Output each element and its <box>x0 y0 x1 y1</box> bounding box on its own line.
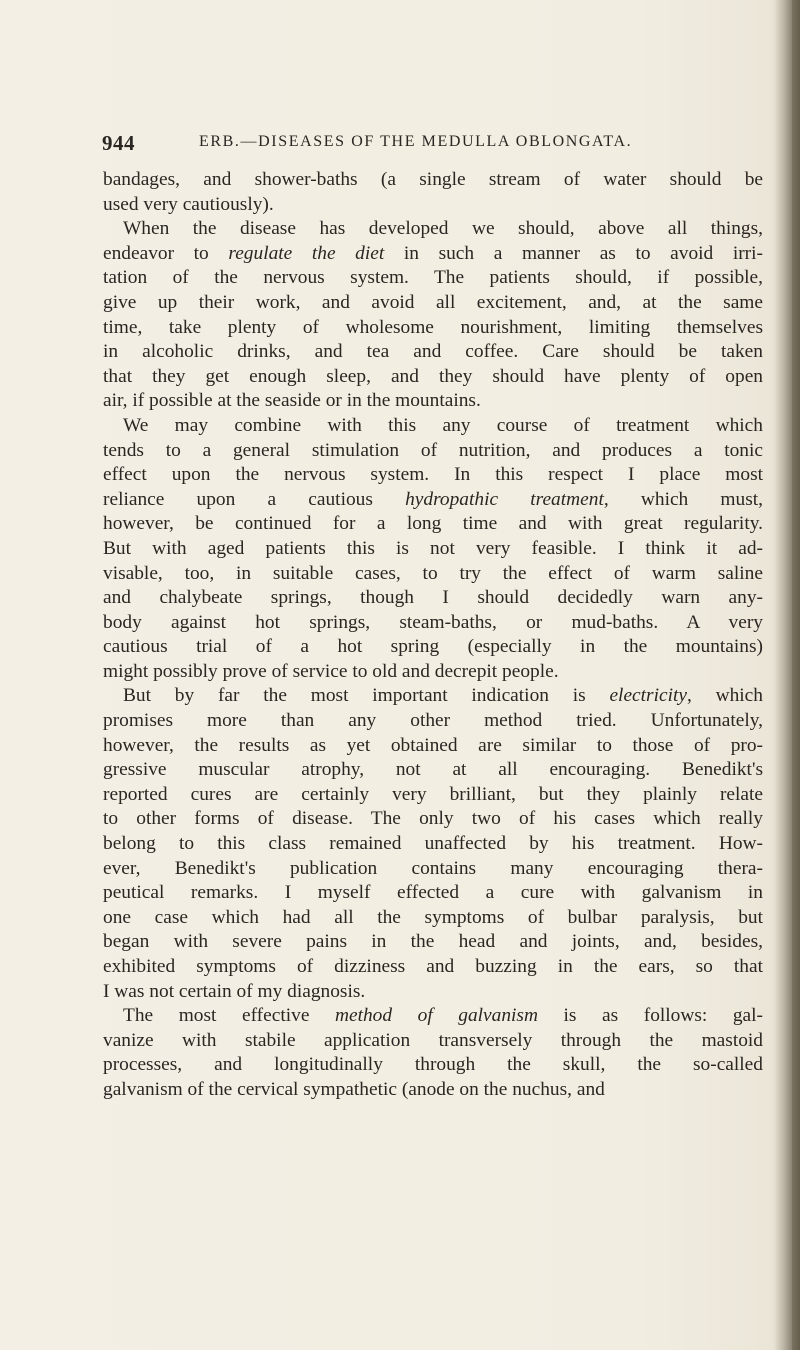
text-line <box>103 930 763 955</box>
text-segment: tends to a general stimulation of nutrition, and produces a tonic <box>103 439 763 461</box>
text-segment: body against hot springs, steam-baths, or mud-baths. A very <box>103 611 763 633</box>
text-segment: that they get enough sleep, and they should have plenty of open <box>103 365 763 387</box>
italic-phrase: regulate the diet <box>228 242 385 264</box>
italic-phrase: electricity <box>609 685 687 707</box>
text-line <box>103 586 763 611</box>
text-line <box>103 217 763 242</box>
text-segment: , which must, <box>603 488 763 510</box>
text-segment: in alcoholic drinks, and tea and coffee. Care should be taken <box>103 341 763 363</box>
text-segment: visable, too, in suitable cases, to try the effect of warm saline <box>103 562 763 584</box>
text-line <box>103 414 763 439</box>
text-segment: peutical remarks. I myself effected a cure with galvanism in <box>103 882 763 904</box>
text-segment: , which <box>686 685 763 707</box>
text-line <box>103 709 763 734</box>
text-segment: belong to this class remained unaffected by his treatment. How- <box>103 833 763 855</box>
text-line <box>103 783 763 808</box>
text-segment: cautious trial of a hot spring (especially in the mountains) <box>103 636 763 658</box>
text-segment: vanize with stabile application transversely through the mastoid <box>103 1029 763 1051</box>
text-line <box>103 242 763 267</box>
text-segment: tation of the nervous system. The patients should, if possible, <box>103 267 763 289</box>
running-head: ERB.—DISEASES OF THE MEDULLA OBLONGATA. <box>199 133 633 150</box>
text-segment: bandages, and shower-baths (a single stream of water should be <box>103 169 763 190</box>
text-segment: is as follows: gal- <box>537 1005 763 1027</box>
italic-phrase: method of galvanism <box>334 1005 538 1027</box>
text-line <box>103 832 763 857</box>
text-line <box>103 488 763 513</box>
text-segment: reliance upon a cautious <box>103 488 406 510</box>
text-line <box>103 684 763 709</box>
text-segment: effect upon the nervous system. In this respect I place most <box>103 464 763 486</box>
text-segment: exhibited symptoms of dizziness and buzzing in the ears, so that <box>103 956 763 977</box>
text-segment: in such a manner as to avoid irri- <box>384 242 763 264</box>
text-line <box>103 291 763 316</box>
text-line <box>103 537 763 562</box>
text-line <box>103 1029 763 1054</box>
text-line <box>103 193 763 218</box>
text-line <box>103 611 763 636</box>
text-line <box>103 266 763 291</box>
page-header <box>102 131 762 161</box>
text-line <box>103 881 763 906</box>
text-line <box>103 365 763 390</box>
text-line <box>103 906 763 931</box>
text-segment: however, be continued for a long time and with great regularity. <box>103 513 763 535</box>
text-line <box>103 316 763 341</box>
text-line <box>103 463 763 488</box>
text-line <box>103 758 763 783</box>
text-line <box>103 1053 763 1078</box>
text-line <box>103 168 763 193</box>
text-line <box>103 439 763 464</box>
text-segment: might possibly prove of service to old and decrepit people. <box>103 660 559 682</box>
text-segment: I was not certain of my diagnosis. <box>103 980 366 1002</box>
text-segment: one case which had all the symptoms of bulbar paralysis, but <box>103 906 763 928</box>
text-segment: reported cures are certainly very brilliant, but they plainly relate <box>103 783 763 805</box>
text-segment: began with severe pains in the head and joints, and, besides, <box>103 931 763 953</box>
text-segment: But with aged patients this is not very feasible. I think it ad- <box>103 537 763 559</box>
text-segment: But by far the most important indication is <box>123 685 610 707</box>
text-segment: When the disease has developed we should, above all things, <box>123 218 763 240</box>
text-segment: air, if possible at the seaside or in the mountains. <box>103 390 481 412</box>
text-segment: galvanism of the cervical sympathetic (anode on the nuchus, and <box>103 1078 605 1100</box>
text-segment: The most effective <box>123 1005 335 1027</box>
text-segment: promises more than any other method tried. Unfortunately, <box>103 710 763 732</box>
text-line <box>103 955 763 980</box>
page-number: 944 <box>102 131 135 155</box>
text-segment: used very cautiously). <box>103 193 274 215</box>
italic-phrase: hydropathic treatment <box>405 488 604 510</box>
body-text <box>103 168 763 1103</box>
text-line <box>103 857 763 882</box>
text-segment: time, take plenty of wholesome nourishment, limiting themselves <box>103 316 763 338</box>
text-segment: to other forms of disease. The only two of his cases which really <box>103 808 763 830</box>
text-segment: endeavor to <box>103 242 229 264</box>
text-line <box>103 1004 763 1029</box>
text-line <box>103 635 763 660</box>
text-line <box>103 340 763 365</box>
text-segment: gressive muscular atrophy, not at all encouraging. Benedikt's <box>103 759 763 781</box>
text-segment: processes, and longitudinally through the skull, the so-called <box>103 1054 763 1076</box>
text-line <box>103 807 763 832</box>
text-line <box>103 562 763 587</box>
page-edge <box>792 0 800 1350</box>
text-line <box>103 1078 763 1103</box>
text-segment: give up their work, and avoid all excitement, and, at the same <box>103 291 763 313</box>
text-segment: however, the results as yet obtained are similar to those of pro- <box>103 734 763 756</box>
text-segment: ever, Benedikt's publication contains many encouraging thera- <box>103 857 763 879</box>
text-line <box>103 980 763 1005</box>
text-line <box>103 512 763 537</box>
text-line <box>103 660 763 685</box>
text-line <box>103 734 763 759</box>
text-segment: We may combine with this any course of treatment which <box>123 414 763 436</box>
text-segment: and chalybeate springs, though I should decidedly warn any- <box>103 587 763 609</box>
text-line <box>103 389 763 414</box>
